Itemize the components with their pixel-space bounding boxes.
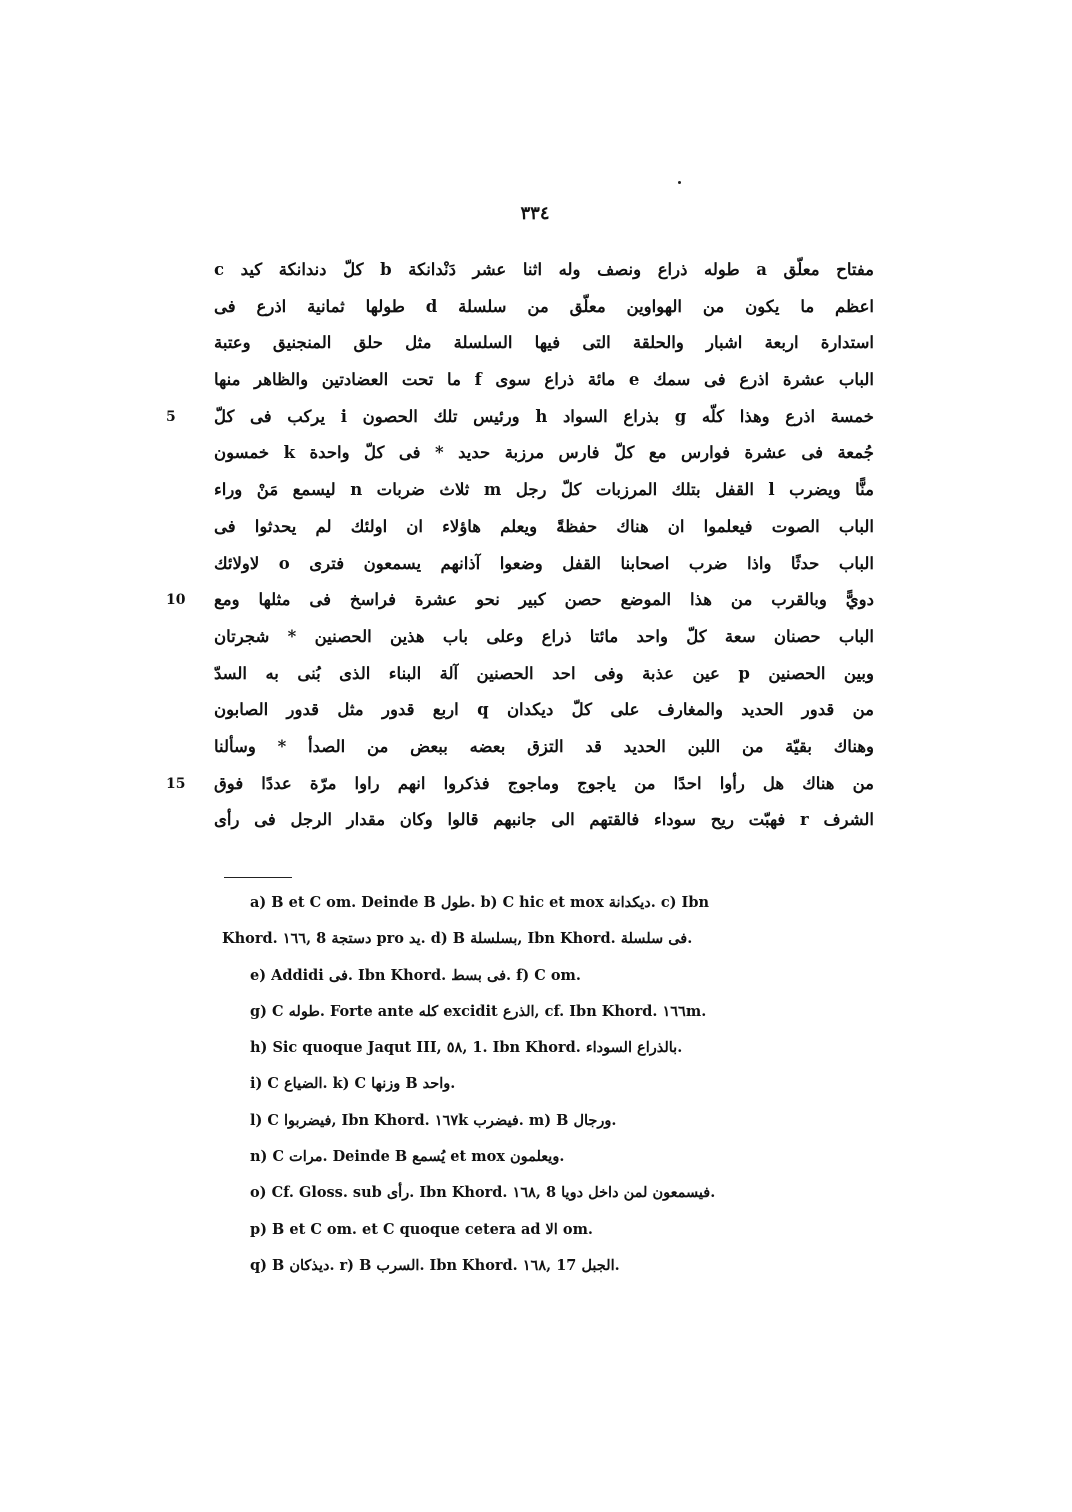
footnote-line: i) C الضياع. k) C وزنها B واحد.	[250, 1075, 456, 1093]
text-line	[214, 692, 874, 729]
footnote-line: p) B et C om. et C quoque cetera ad الا om.	[250, 1220, 593, 1238]
text-line	[166, 766, 874, 803]
text-line	[214, 325, 874, 362]
footnote-line: l) C فيضربوا, Ibn Khord. ١٦٧k فيضرب. m) B ورجال.	[250, 1111, 617, 1129]
line-text: استدارة اربعة اشبار والحلقة التى فيها السلسلة مثل حلق المنجنيق وعتبة	[214, 333, 874, 353]
text-line	[214, 509, 874, 546]
text-line	[214, 546, 874, 583]
text-line	[214, 289, 874, 326]
footnote-line: q) B ديذكان. r) B السرب. Ibn Khord. ١٦٨, 17 الجبل.	[250, 1256, 620, 1274]
line-text: من هناك هل رأوا احدًا من ياجوج وماجوج فذكروا انهم راوا مرّة عددًا فوق	[214, 773, 874, 793]
footnote-line: g) C طوله. Forte ante كله excidit الذرع, cf. Ibn Khord. ١٦٦m.	[250, 1002, 707, 1020]
line-text: الباب حدثًا واذا ضرب اصحابنا القفل وضعوا آذانهم يسمعون فترى o لاولائك	[214, 553, 874, 573]
line-text: الباب حصنان سعة كلّ واحد مائتا ذراع وعلى باب هذين الحصنين * شجرتان	[214, 626, 874, 646]
text-line	[214, 362, 874, 399]
footnote-line: h) Sic quoque Jaqut III, ٥٨, 1. Ibn Khord. بالذراع السوداء.	[250, 1039, 683, 1057]
text-line	[214, 802, 874, 839]
text-line	[166, 399, 875, 436]
line-text: منًّا ويضرب l القفل بتلك المرزبات كلّ رجل m ثلاث ضربات n ليسمع مَنْ وراء	[214, 480, 874, 500]
footnote-line: a) B et C om. Deinde B طول. b) C hic et mox ديكدانة. c) Ibn	[250, 894, 710, 911]
line-text: الباب الصوت فيعلموا ان هناك حفظةً ويعلم هاؤلاء ان اولئك لم يحدثوا فى	[214, 516, 874, 536]
text-line	[214, 472, 874, 509]
line-text: وهناك بقيّة من اللبن الحديد قد التزق بعضه ببعض من الصدأ * وسألنا	[214, 736, 874, 756]
line-text: اعظم ما يكون من الهواوين معلّق من سلسلة d طولها ثمانية اذرع فى	[214, 296, 874, 316]
page-number: ٣٣٤	[520, 203, 550, 224]
text-line	[214, 729, 874, 766]
text-line	[214, 252, 874, 289]
footnote-line: Khord. ١٦٦, 8 دستجة pro يد. d) B بسلسلة, Ibn Khord. فى سلسلة.	[222, 930, 693, 948]
line-number: 5	[166, 408, 176, 425]
line-number: 15	[166, 775, 186, 792]
line-text: مفتاح معلّق a طوله ذراع ونصف وله اثنا عشر دَنْدانكة b كلّ دندانكة كيد c	[214, 260, 875, 279]
line-text: الباب عشرة اذرع فى سمك e مائة ذراع سوى f ما تحت العضادتين والظاهر منها	[214, 370, 875, 390]
text-line	[214, 656, 874, 693]
line-text: وبين الحصنين p عين عذبة وفى احد الحصنين آلة البناء الذى بُنى به السدّ	[214, 663, 874, 683]
line-text: دويًّ وبالقرب من هذا الموضع حصن كبير نحو عشرة فراسخ فى مثلها ومع	[214, 590, 874, 610]
stray-dot-mark	[678, 181, 681, 184]
footnote-line: n) C مرات. Deinde B يُسمع et mox ويعلمون.	[250, 1148, 565, 1166]
footnote-separator-rule	[224, 877, 292, 878]
line-text: خمسة اذرع وهذا كلّه g بذراع السواد h ورئيس تلك الحصون i يركب فى كلّ	[214, 406, 875, 426]
line-text: جُمعة فى عشرة فوارس مع كلّ فارس مرزبة حديد * فى كلّ واحدة k خمسون	[214, 443, 875, 463]
line-number: 10	[166, 592, 186, 609]
footnotes	[222, 885, 862, 1284]
footnote-line: e) Addidi فى. Ibn Khord. فى بسط. f) C om.	[250, 966, 581, 984]
text-line	[214, 619, 874, 656]
arabic-body-text	[166, 252, 875, 839]
footnote-line: o) Cf. Gloss. sub رأى. Ibn Khord. ١٦٨, 8 فيسمعون لمن داخل دويا.	[250, 1184, 716, 1202]
line-text: الشرف r فهبّت ريح سوداء فالقتهم الى جانبهم قالوا وكان مقدار الرجل فى رأى	[214, 810, 874, 830]
text-line	[214, 435, 874, 472]
line-text: من قدور الحديد والمغارف على كلّ ديكدان q اربع قدور مثل قدور الصابون	[214, 700, 874, 720]
text-line	[166, 582, 874, 619]
